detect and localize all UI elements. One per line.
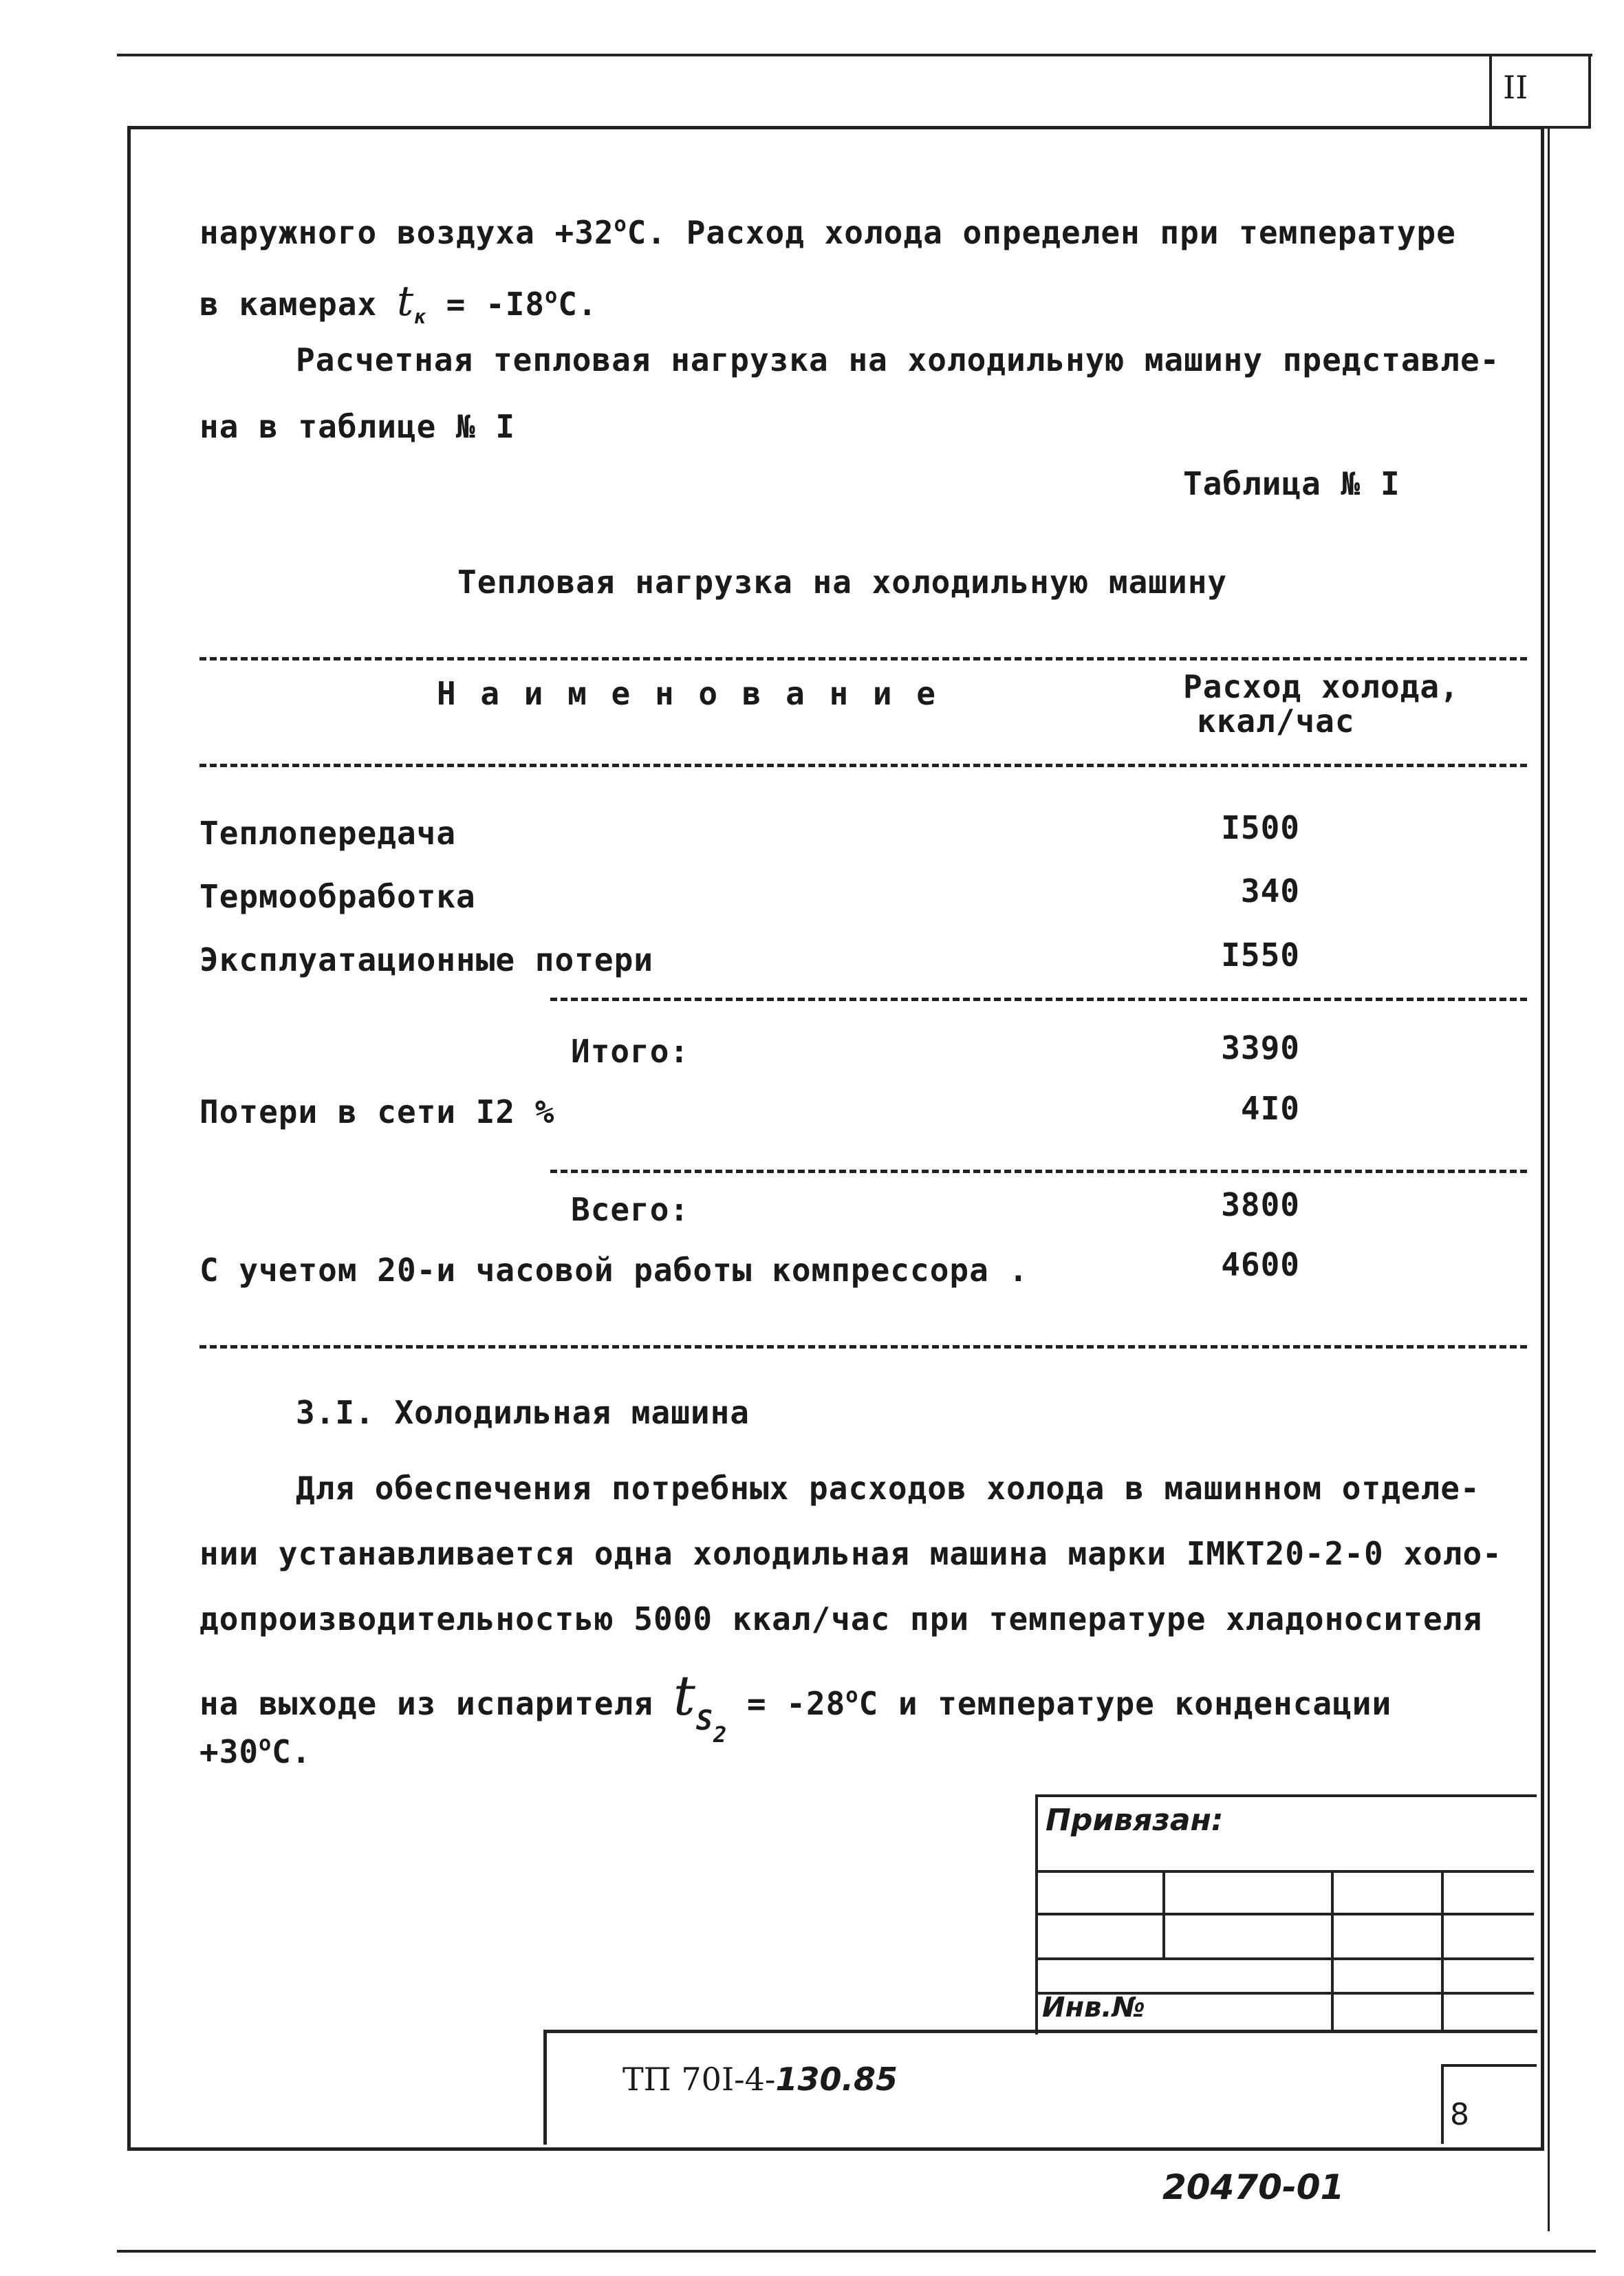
header-name: Н а и м е н о в а н и е [437, 675, 938, 712]
section-para-4: на выходе из испарителя $tS_2 = -28^оС$ и температуре конденсации [199, 1664, 1392, 1748]
section-heading: 3.I. Холодильная машина [296, 1394, 750, 1431]
stamp-col-2 [1331, 1870, 1334, 2032]
table-bottom-rule [199, 1345, 1527, 1349]
stamp-row-2 [1035, 1913, 1534, 1915]
row-value-3: I550 [1221, 936, 1300, 974]
ts2-symbol: t [673, 1664, 696, 1728]
page-number: II [1503, 69, 1528, 106]
table-label: Таблица № I [1183, 465, 1400, 502]
intro-line-1: наружного воздуха $+32^оС$. Расход холода определен при температуре [199, 213, 1456, 251]
subtotal-value: 3390 [1221, 1029, 1300, 1066]
compressor-label: С учетом 20-и часовой работы компрессора . [199, 1252, 1029, 1289]
row-name-2: Термообработка [199, 878, 476, 915]
header-value-1: Расход холода, [1183, 668, 1460, 705]
row-value-2: 340 [1240, 872, 1300, 910]
losses-value: 4I0 [1240, 1090, 1300, 1127]
table-top-rule [199, 657, 1527, 661]
right-frame-double [1548, 126, 1550, 2231]
total-value: 3800 [1221, 1186, 1300, 1223]
intro-line-4: на в таблице № I [199, 408, 516, 445]
intro-line-2: в камерах $t_к = -I8^оС$. [199, 277, 598, 328]
section-para-2: нии устанавливается одна холодильная машина марки IМКТ20-2-0 холо- [199, 1535, 1502, 1572]
doc-code: ТП 70I-4-130.85 [622, 2061, 898, 2098]
table-title: Тепловая нагрузка на холодильную машину [457, 563, 1228, 601]
stamp-col-3 [1441, 1870, 1444, 2032]
section-para-3: допроизводительностью 5000 ккал/час при температуре хладоносителя [199, 1600, 1483, 1638]
losses-label: Потери в сети I2 % [199, 1093, 555, 1130]
top-outer-line [117, 54, 1592, 56]
t-symbol: t [396, 277, 415, 325]
stamp-row-1 [1035, 1870, 1534, 1873]
row-name-3: Эксплуатационные потери [199, 941, 653, 978]
section-para-1: Для обеспечения потребных расходов холода в машинном отделе- [296, 1470, 1480, 1507]
compressor-value: 4600 [1221, 1246, 1300, 1283]
subtotal-rule [550, 998, 1527, 1001]
total-label: Всего: [571, 1191, 690, 1228]
total-rule [550, 1170, 1527, 1173]
row-value-1: I500 [1221, 809, 1300, 846]
bottom-outer-line [117, 2250, 1596, 2253]
row-name-1: Теплопередача [199, 815, 457, 852]
intro-line-3: Расчетная тепловая нагрузка на холодильную машину представле- [296, 341, 1500, 378]
stamp-inv-label: Инв.№ [1042, 1992, 1145, 2023]
section-para-5: $+30^оС$. [199, 1732, 312, 1770]
stamp-col-1 [1162, 1870, 1165, 1960]
header-bottom-rule [199, 764, 1527, 767]
stamp-attached-label: Привязан: [1046, 1803, 1224, 1838]
archive-number: 20470-01 [1162, 2167, 1345, 2207]
header-value-2: ккал/час [1197, 702, 1355, 740]
stamp-row-3 [1035, 1957, 1534, 1960]
sheet-number: 8 [1450, 2097, 1469, 2132]
subtotal-label: Итого: [571, 1033, 690, 1070]
